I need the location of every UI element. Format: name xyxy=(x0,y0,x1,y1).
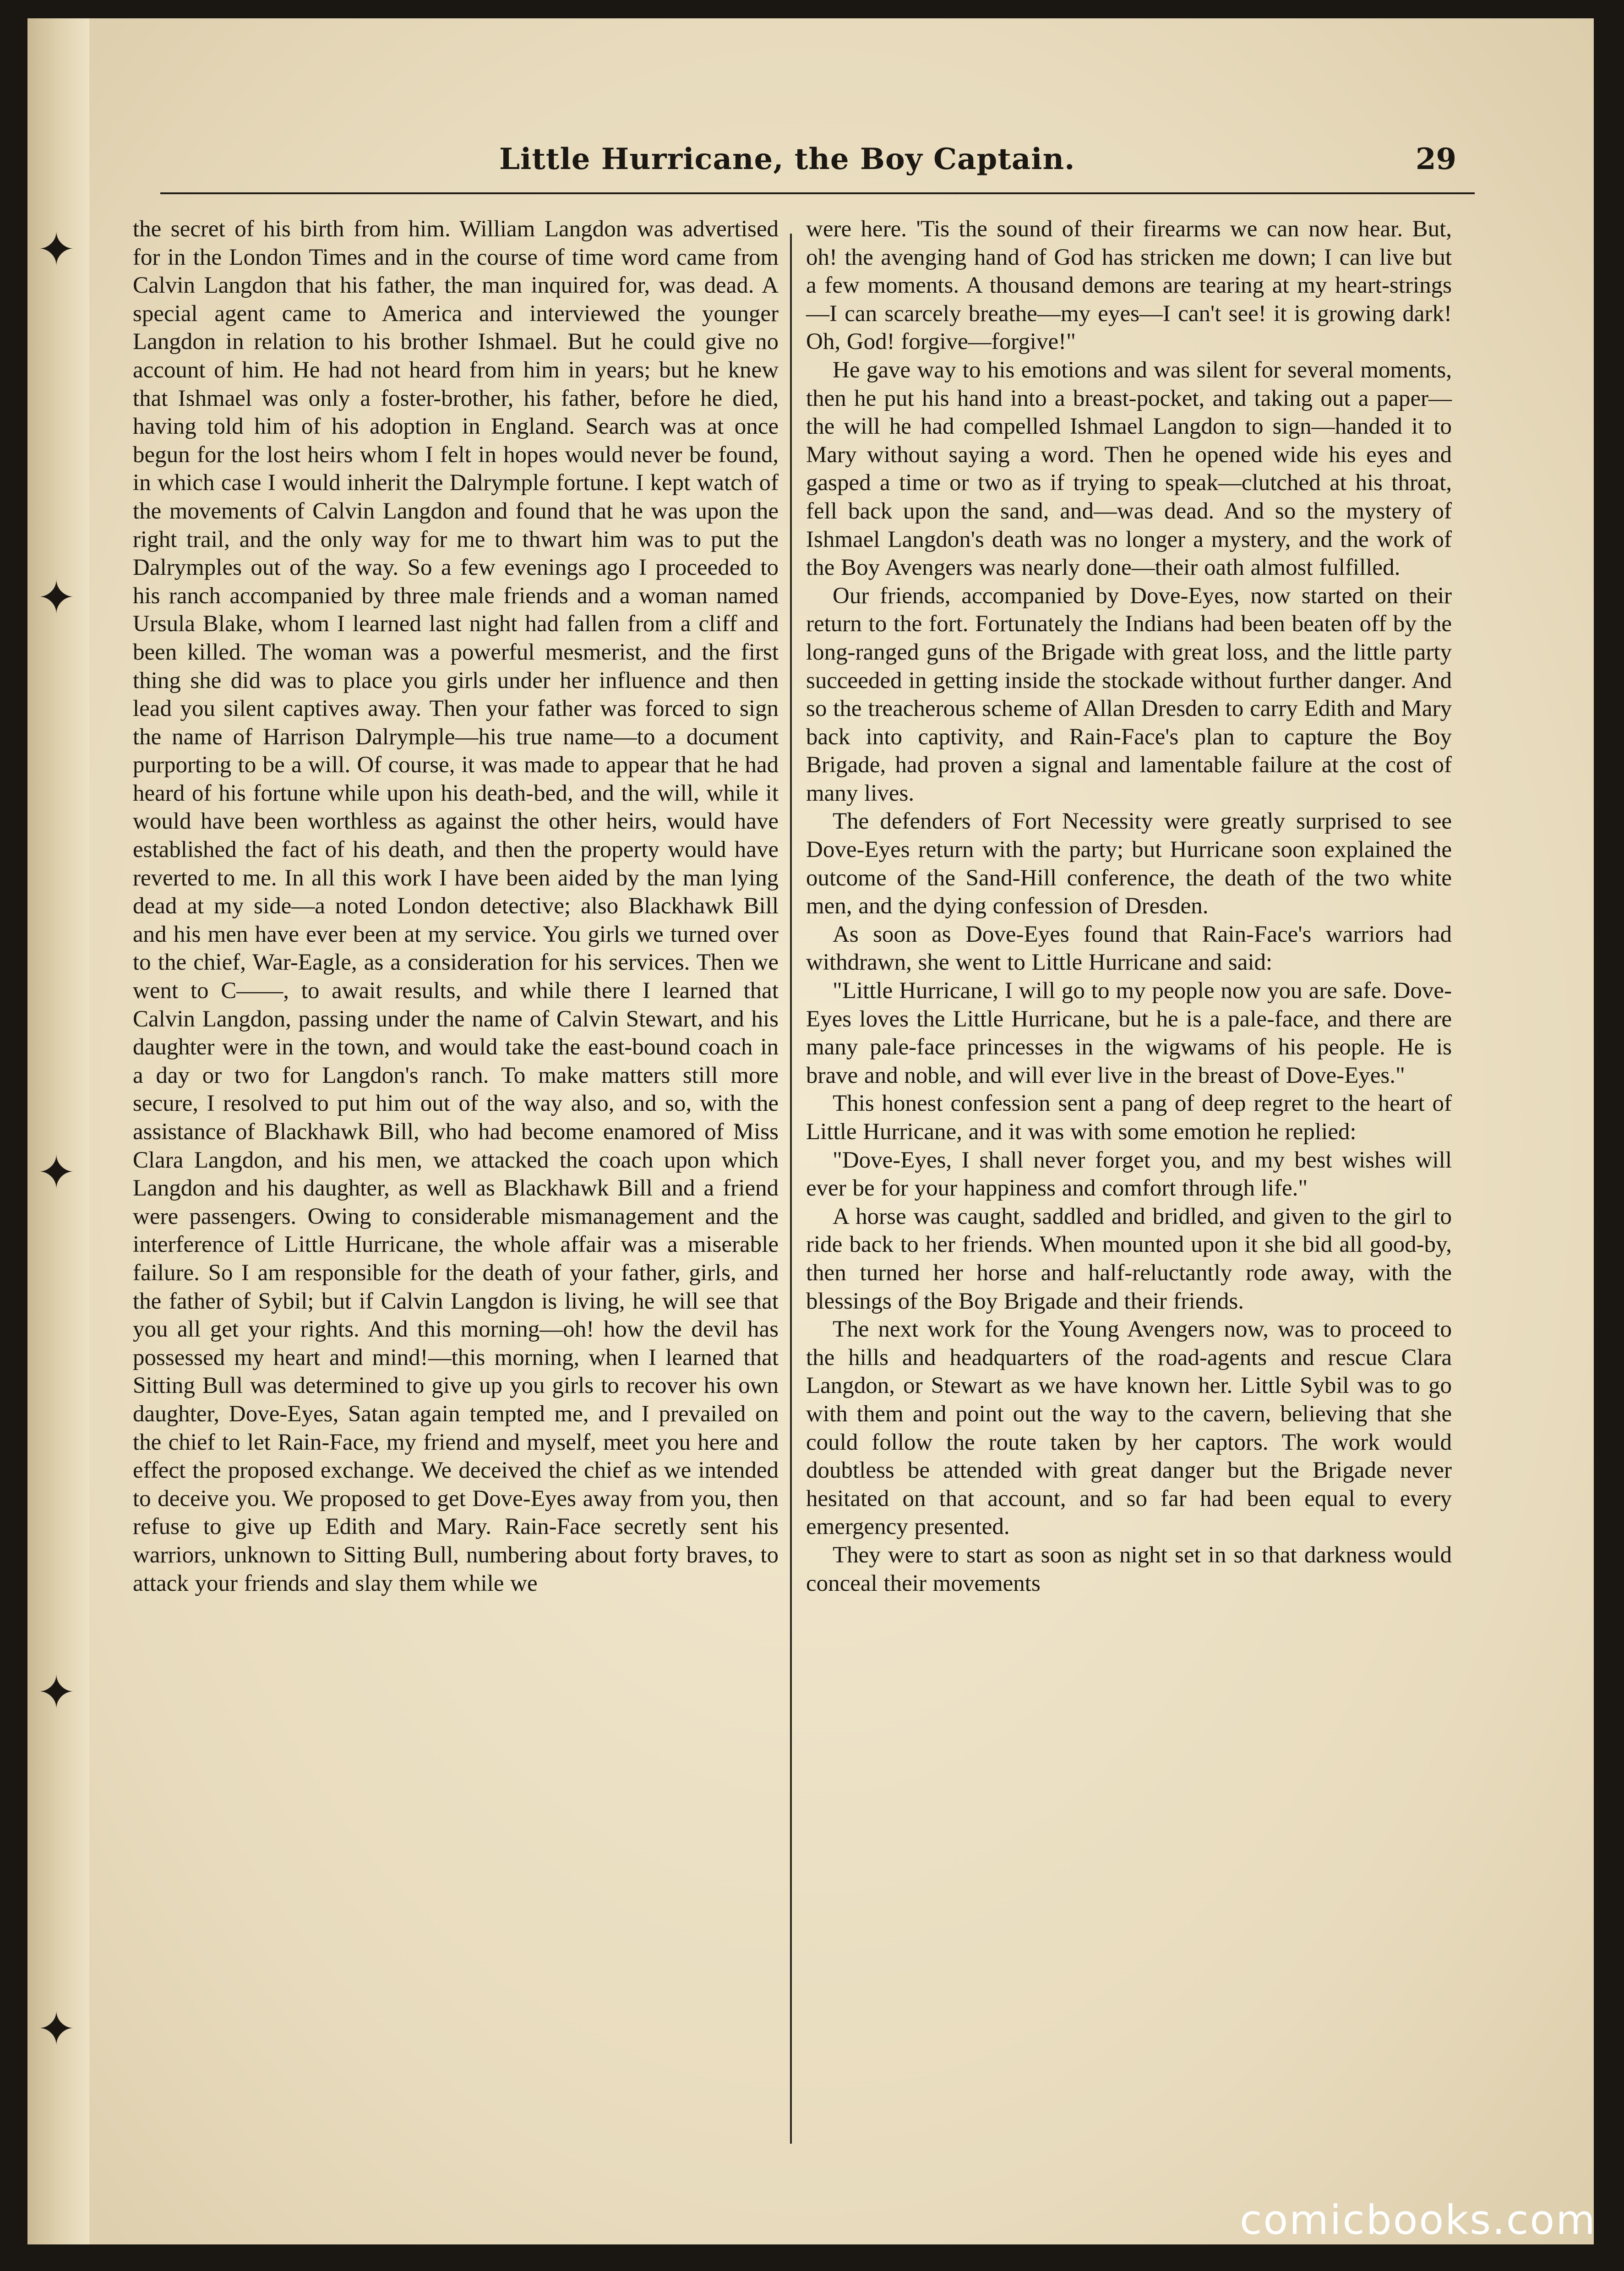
paragraph: The next work for the Young Avengers now, was to proceed to the hills and headquarters of the road-agents and rescue Clara Langdon, or Stewart as we have known her. Little Sybil was to go with them and point out the way to the cavern, believing that she could follow the route taken by her captors. The work would doubtless be attended with great danger but the Brigade never hesitated on that account, and so far had been equal to every emergency presented. xyxy=(806,1316,1452,1540)
binding-stitch-icon: ✦ xyxy=(37,1146,76,1199)
paragraph: "Dove-Eyes, I shall never forget you, and my best wishes will ever be for your happiness and comfort through life." xyxy=(806,1147,1452,1201)
paragraph: "Little Hurricane, I will go to my people now you are safe. Dove-Eyes loves the Little Hurricane, but he is a pale-face, and there are many pale-face princesses in the wigwams of his people. He is brave and noble, and will ever live in the breast of Dove-Eyes." xyxy=(806,978,1452,1088)
page-header xyxy=(160,133,1475,194)
page-number: 29 xyxy=(1415,142,1456,176)
column-divider xyxy=(790,234,792,2144)
right-text-column xyxy=(806,215,1452,1598)
binding-stitch-icon: ✦ xyxy=(37,223,76,276)
binding-stitch-icon: ✦ xyxy=(37,571,76,624)
paragraph: A horse was caught, saddled and bridled, and given to the girl to ride back to her friends. When mounted upon it she bid all good-by, then turned her horse and half-reluctantly rode away, with the blessings of the Boy Brigade and their friends. xyxy=(806,1203,1452,1314)
running-title: Little Hurricane, the Boy Captain. xyxy=(499,142,1075,176)
left-text-column xyxy=(133,215,779,1598)
binding-stitch-icon: ✦ xyxy=(37,2002,76,2056)
binding-stitch-icon: ✦ xyxy=(37,1665,76,1719)
paragraph: He gave way to his emotions and was silent for several moments, then he put his hand into a breast-pocket, and taking out a paper—the will he had compelled Ishmael Langdon to sign—handed it to Mary without saying a word. Then he opened wide his eyes and gasped a time or two as if trying to speak—clutched at his throat, fell back upon the sand, and—was dead. And so the mystery of Ishmael Langdon's death was no longer a mystery, and the work of the Boy Avengers was nearly done—their oath almost fulfilled. xyxy=(806,357,1452,581)
page-binding-edge xyxy=(27,18,89,2244)
book-page xyxy=(27,18,1594,2244)
paragraph: As soon as Dove-Eyes found that Rain-Face's warriors had withdrawn, she went to Little Hurricane and said: xyxy=(806,921,1452,976)
paragraph: This honest confession sent a pang of deep regret to the heart of Little Hurricane, and it was with some emotion he replied: xyxy=(806,1091,1452,1145)
paragraph: were here. 'Tis the sound of their firearms we can now hear. But, oh! the avenging hand of God has stricken me down; I can live but a few moments. A thousand demons are tearing at my heart-strings—I can scarcely breathe—my eyes—I can't see! it is growing dark! Oh, God! forgive—forgive!" xyxy=(806,216,1452,355)
paragraph: Our friends, accompanied by Dove-Eyes, now started on their return to the fort. Fortunately the Indians had been beaten off by the long-ranged guns of the Brigade with great loss, and the little party succeeded in getting inside the stockade without further danger. And so the treacherous scheme of Allan Dresden to carry Edith and Mary back into captivity, and Rain-Face's plan to capture the Boy Brigade, had proven a signal and lamentable failure at the cost of many lives. xyxy=(806,583,1452,806)
paragraph: They were to start as soon as night set in so that darkness would conceal their movements xyxy=(806,1542,1452,1596)
paragraph: the secret of his birth from him. William Langdon was advertised for in the London Times and in the course of time word came from Calvin Langdon that his father, the man inquired for, was dead. A special agent came to America and interviewed the younger Langdon in relation to his brother Ishmael. But he could give no account of him. He had not heard from him in years; but he knew that Ishmael was only a foster-brother, his father, before he died, having told him of his adoption in England. Search was at once begun for the lost heirs whom I felt in hopes would never be found, in which case I would inherit the Dalrymple fortune. I kept watch of the movements of Calvin Langdon and found that he was upon the right trail, and the only way for me to thwart him was to put the Dalrymples out of the way. So a few evenings ago I proceeded to his ranch accompanied by three male friends and a woman named Ursula Blake, whom I learned last night had fallen from a cliff and been killed. The woman was a powerful mesmerist, and the first thing she did was to place you girls under her influence and then lead you silent captives away. Then your father was forced to sign the name of Harrison Dalrymple—his true name—to a document purporting to be a will. Of course, it was made to appear that he had heard of his fortune while upon his death-bed, and the will, while it would have been worthless as against the other heirs, would have established the fact of his death, and then the property would have reverted to me. In all this work I have been aided by the man lying dead at my side—a noted London detective; also Blackhawk Bill and his men have ever been at my service. You girls we turned over to the chief, War-Eagle, as a consideration for his services. Then we went to C——, to await results, and while there I learned that Calvin Langdon, passing under the name of Calvin Stewart, and his daughter were in the town, and would take the east-bound coach in a day or two for Langdon's ranch. To make matters still more secure, I resolved to put him out of the way also, and so, with the assistance of Blackhawk Bill, who had become enamored of Miss Clara Langdon, and his men, we attacked the coach upon which Langdon and his daughter, as well as Blackhawk Bill and a friend were passengers. Owing to considerable mismanagement and the interference of Little Hurricane, the whole affair was a miserable failure. So I am responsible for the death of your father, girls, and the father of Sybil; but if Calvin Langdon is living, he will see that you all get your rights. And this morning—oh! how the devil has possessed my heart and mind!—this morning, when I learned that Sitting Bull was determined to give up you girls to recover his own daughter, Dove-Eyes, Satan again tempted me, and I prevailed on the chief to let Rain-Face, my friend and myself, meet you here and effect the proposed exchange. We deceived the chief as we intended to deceive you. We proposed to get Dove-Eyes away from you, then refuse to give up Edith and Mary. Rain-Face secretly sent his warriors, unknown to Sitting Bull, numbering about forty braves, to attack your friends and slay them while we xyxy=(133,216,779,1596)
site-watermark: comicbooks.com xyxy=(1239,2196,1597,2244)
paragraph: The defenders of Fort Necessity were greatly surprised to see Dove-Eyes return with the party; but Hurricane soon explained the outcome of the Sand-Hill conference, the death of the two white men, and the dying confession of Dresden. xyxy=(806,808,1452,919)
